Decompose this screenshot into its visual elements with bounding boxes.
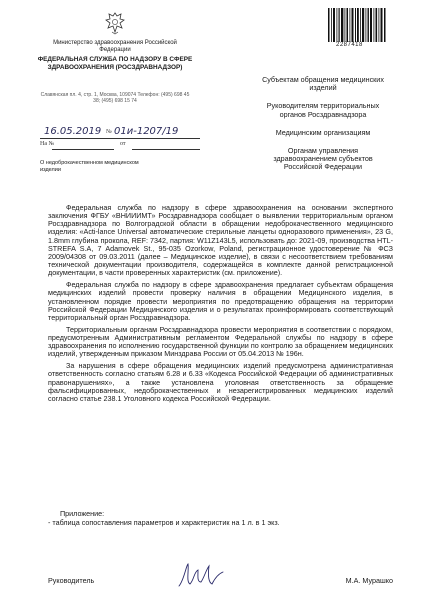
signature-line xyxy=(48,576,393,590)
body-paragraph: Федеральная служба по надзору в сфере здравоохранения на основании экспертного заключения ФГБУ «ВНИИИМТ» Росздравнадзора сообщает о выявлении территориальным органом Росздравнадзора по Волгоградской области в обращении недоброкачественного медицинского изделия: «Acti-lance Universal автоматические стерильные ланцеты одноразового применения», 23 G, 1.8mm глубина прокола, REF: 7342, партия: W11Z143L5, использовать до: 2021-09, производства HTL-STREFA S.A, 7 Adamovek St., 95-035 Ozorkow, Poland, регистрационное удостоверение № ФСЗ 2009/04308 от 09.03.2011 (далее – Медицинское изделие), в связи с несоответствием требованиям технической документации производителя, содержащейся в комплекте данной регистрационной документации, в части проверенных характеристик (см. приложение). xyxy=(48,203,393,278)
handwritten-date: 16.05.2019 xyxy=(44,126,102,137)
handwritten-number: 01и-1207/19 xyxy=(114,126,179,137)
letter-subject: О недоброкачественном медицинском изделии xyxy=(40,160,139,173)
body-paragraph: Территориальным органам Росздравнадзора провести мероприятия в соответствии с порядком, предусмотренным Административным регламентом Федеральной службы по надзору в сфере здравоохранения по исполнению государственной функции по контролю за обращением медицинских изделий, утвержденным приказом Минздрава России от 05.04.2013 № 196н. xyxy=(48,324,393,359)
agency-address: Славянская пл. 4, стр. 1, Москва, 109074 Телефон: (495) 698 45 38; (495) 698 15 74 xyxy=(40,92,190,104)
date-underline xyxy=(40,138,200,139)
addressee-item: Руководителям территориальных органов Росздравнадзора xyxy=(266,101,380,119)
body-paragraph: Федеральная служба по надзору в сфере здравоохранения предлагает субъектам обращения медицинских изделий провести проверку наличия в обращении Медицинского изделия, в установленном порядке провести мероприятия по предотвращению обращения на территории Российской Федерации Медицинского изделия и о результатах проинформировать соответствующий территориальный орган Росздравнадзора. xyxy=(48,280,393,322)
reference-number-underline xyxy=(52,149,114,150)
letter-body xyxy=(48,204,393,407)
addressee-item: Органам управления здравоохранением субъектов Российской Федерации xyxy=(273,145,373,172)
ministry-name: Министерство здравоохранения Российской Федерации xyxy=(53,40,177,53)
signer-name: М.А. Мурашко xyxy=(345,576,393,585)
reference-date-label: от xyxy=(120,141,126,147)
reference-date-underline xyxy=(132,149,200,150)
emblem-icon xyxy=(104,11,126,35)
attachment-title: Приложение: xyxy=(60,509,105,518)
attachment-item: - таблица сопоставления параметров и характеристик на 1 л. в 1 экз. xyxy=(48,518,280,527)
signer-position: Руководитель xyxy=(48,576,95,585)
barcode-number: 2287418 xyxy=(336,42,363,48)
barcode-icon xyxy=(328,8,386,42)
addressee-list xyxy=(258,76,388,181)
attachment-section xyxy=(48,509,393,527)
reference-number-label: На № xyxy=(40,141,55,147)
reference-line xyxy=(40,141,210,151)
addressee-item: Субъектам обращения медицинских изделий xyxy=(262,75,384,93)
date-number-line xyxy=(40,126,210,140)
body-paragraph: За нарушения в сфере обращения медицинских изделий предусмотрена административная ответственность согласно статьям 6.28 и 6.33 «Кодекса Российской Федерации об административных правонарушениях», а также установлена уголовная ответственность за обращение фальсифицированных, недоброкачественных и незарегистрированных медицинских изделий согласно статье 238.1 Уголовного кодекса Российской Федерации. xyxy=(48,361,393,403)
addressee-item: Медицинским организациям xyxy=(275,127,371,137)
agency-name: ФЕДЕРАЛЬНАЯ СЛУЖБА ПО НАДЗОРУ В СФЕРЕ ЗДРАВООХРАНЕНИЯ (РОСЗДРАВНАДЗОР) xyxy=(37,56,193,71)
number-prefix: № xyxy=(106,129,112,135)
